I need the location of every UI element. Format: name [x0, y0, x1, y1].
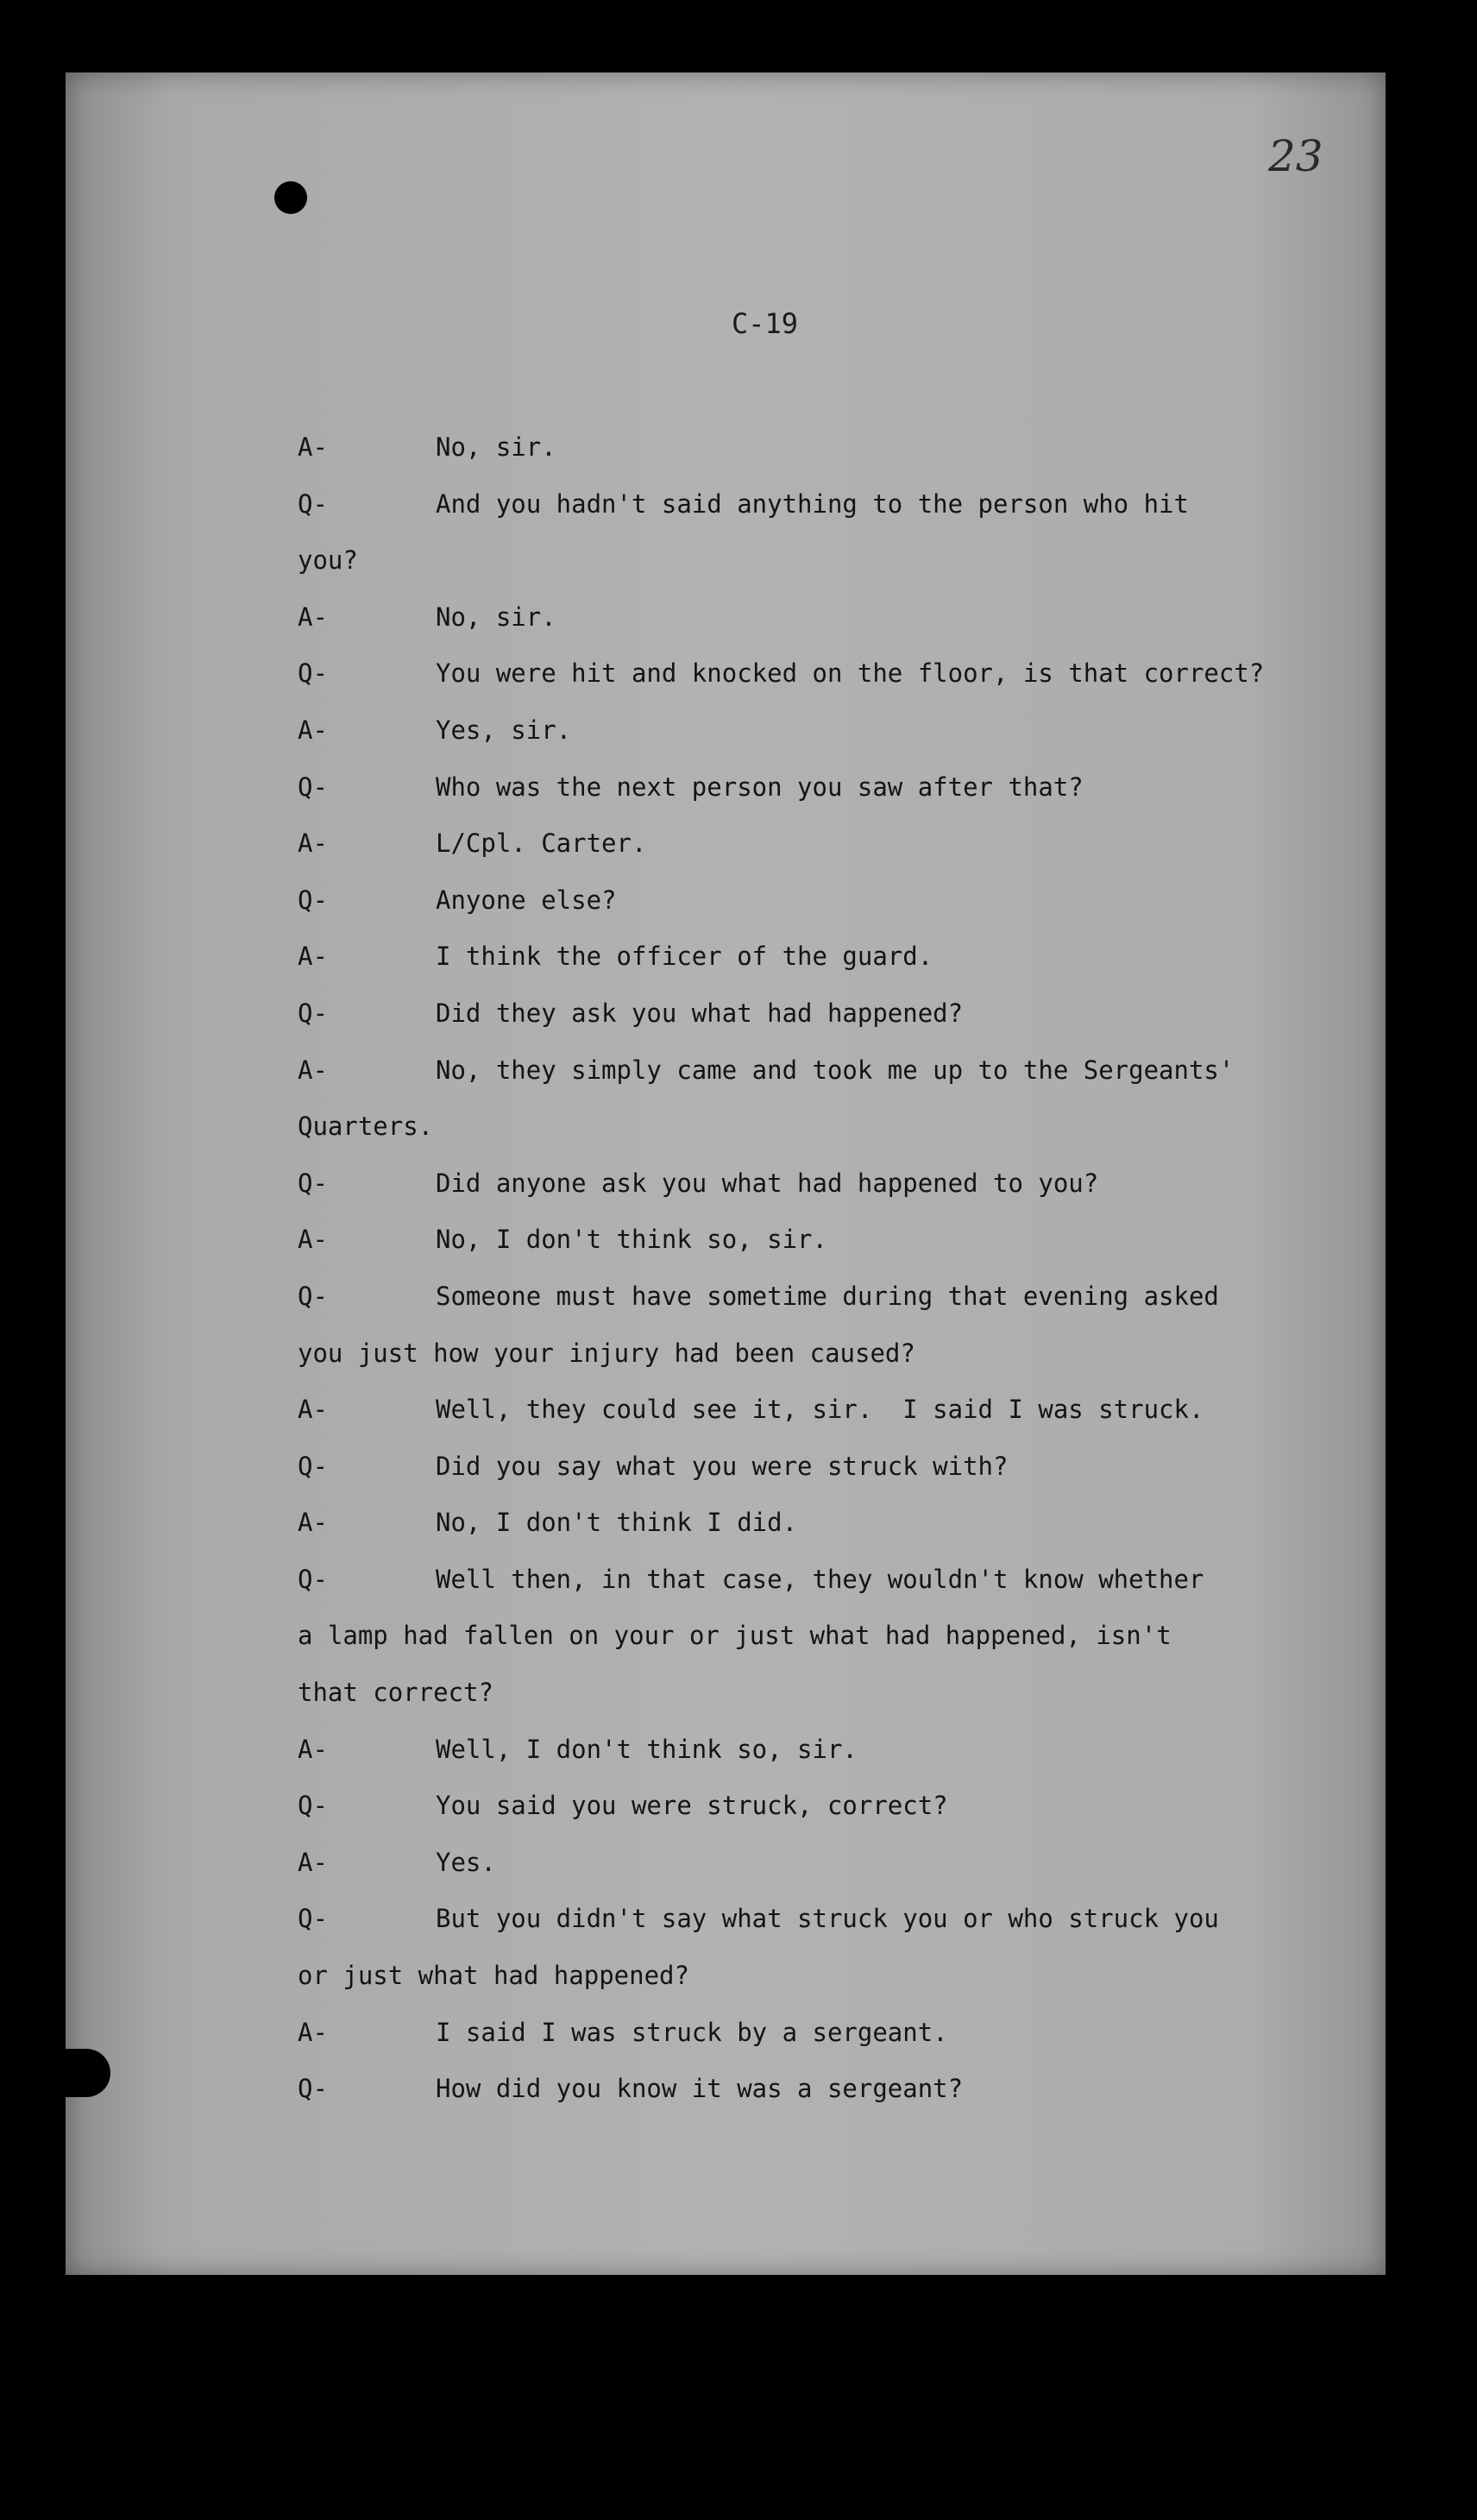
line-text: L/Cpl. Carter.	[436, 828, 647, 859]
speaker-label: A-	[298, 432, 328, 462]
transcript-line	[298, 1835, 1367, 1892]
line-text: No, sir.	[436, 602, 556, 632]
line-text: You said you were struck, correct?	[436, 1791, 948, 1821]
transcript	[298, 419, 1367, 2118]
transcript-line	[298, 1778, 1367, 1835]
transcript-line	[298, 1326, 1367, 1383]
speaker-label: Q-	[298, 1451, 328, 1481]
line-text: or just what had happened?	[298, 1961, 689, 1991]
transcript-line	[298, 1495, 1367, 1552]
transcript-line	[298, 1212, 1367, 1269]
line-text: Anyone else?	[436, 885, 617, 915]
speaker-label: A-	[298, 1395, 328, 1425]
transcript-line	[298, 1439, 1367, 1496]
speaker-label: A-	[298, 828, 328, 859]
transcript-line	[298, 986, 1367, 1043]
speaker-label: Q-	[298, 772, 328, 802]
transcript-line	[298, 419, 1367, 476]
transcript-line	[298, 1948, 1367, 2005]
speaker-label: A-	[298, 942, 328, 972]
speaker-label: Q-	[298, 2074, 328, 2104]
speaker-label: Q-	[298, 1281, 328, 1311]
transcript-line	[298, 532, 1367, 589]
transcript-line	[298, 589, 1367, 646]
transcript-line	[298, 1156, 1367, 1213]
line-text: How did you know it was a sergeant?	[436, 2074, 964, 2104]
line-text: No, I don't think so, sir.	[436, 1225, 827, 1255]
line-text: Someone must have sometime during that evening asked	[436, 1281, 1219, 1311]
speaker-label: A-	[298, 602, 328, 632]
transcript-line	[298, 816, 1367, 873]
line-text: No, I don't think I did.	[436, 1508, 798, 1538]
speaker-label: A-	[298, 1055, 328, 1085]
line-text: Did anyone ask you what had happened to you?	[436, 1168, 1099, 1198]
transcript-line	[298, 1552, 1367, 1609]
transcript-line	[298, 2005, 1367, 2062]
transcript-line	[298, 1891, 1367, 1948]
transcript-line	[298, 2061, 1367, 2118]
speaker-label: A-	[298, 1225, 328, 1255]
line-text: Well, they could see it, sir. I said I was struck.	[436, 1395, 1204, 1425]
speaker-label: A-	[298, 1508, 328, 1538]
line-text: I think the officer of the guard.	[436, 942, 933, 972]
line-text: Did you say what you were struck with?	[436, 1451, 1009, 1481]
page-header: C-19	[732, 307, 799, 340]
transcript-line	[298, 929, 1367, 986]
line-text: that correct?	[298, 1678, 493, 1708]
speaker-label: Q-	[298, 1904, 328, 1934]
transcript-line	[298, 759, 1367, 816]
speaker-label: Q-	[298, 885, 328, 915]
line-text: Yes.	[436, 1847, 496, 1877]
transcript-line	[298, 1099, 1367, 1156]
transcript-line	[298, 646, 1367, 702]
speaker-label: A-	[298, 1847, 328, 1877]
speaker-label: Q-	[298, 658, 328, 689]
transcript-line	[298, 476, 1367, 533]
transcript-line	[298, 873, 1367, 929]
line-text: Yes, sir.	[436, 715, 572, 745]
line-text: No, they simply came and took me up to the Sergeants'	[436, 1055, 1235, 1085]
line-text: No, sir.	[436, 432, 556, 462]
speaker-label: A-	[298, 1734, 328, 1764]
line-text: you?	[298, 545, 358, 576]
line-text: Well then, in that case, they wouldn't know whether	[436, 1564, 1204, 1594]
line-text: Who was the next person you saw after that?	[436, 772, 1084, 802]
transcript-line	[298, 1043, 1367, 1099]
transcript-line	[298, 1382, 1367, 1439]
line-text: a lamp had fallen on your or just what had happened, isn't	[298, 1621, 1172, 1651]
handwritten-page-number: 23	[1268, 131, 1323, 181]
speaker-label: Q-	[298, 998, 328, 1028]
transcript-line	[298, 1665, 1367, 1722]
line-text: Well, I don't think so, sir.	[436, 1734, 858, 1764]
line-text: Quarters.	[298, 1112, 434, 1142]
punch-hole	[274, 181, 307, 214]
transcript-line	[298, 1269, 1367, 1326]
line-text: You were hit and knocked on the floor, is that correct?	[436, 658, 1265, 689]
speaker-label: A-	[298, 2017, 328, 2047]
transcript-line	[298, 1722, 1367, 1779]
transcript-line	[298, 1608, 1367, 1665]
line-text: I said I was struck by a sergeant.	[436, 2017, 948, 2047]
line-text: But you didn't say what struck you or who struck you	[436, 1904, 1219, 1934]
line-text: And you hadn't said anything to the person who hit	[436, 488, 1189, 519]
line-text: Did they ask you what had happened?	[436, 998, 964, 1028]
speaker-label: A-	[298, 715, 328, 745]
speaker-label: Q-	[298, 1168, 328, 1198]
line-text: you just how your injury had been caused?	[298, 1338, 915, 1368]
speaker-label: Q-	[298, 1564, 328, 1594]
speaker-label: Q-	[298, 488, 328, 519]
transcript-line	[298, 702, 1367, 759]
speaker-label: Q-	[298, 1791, 328, 1821]
